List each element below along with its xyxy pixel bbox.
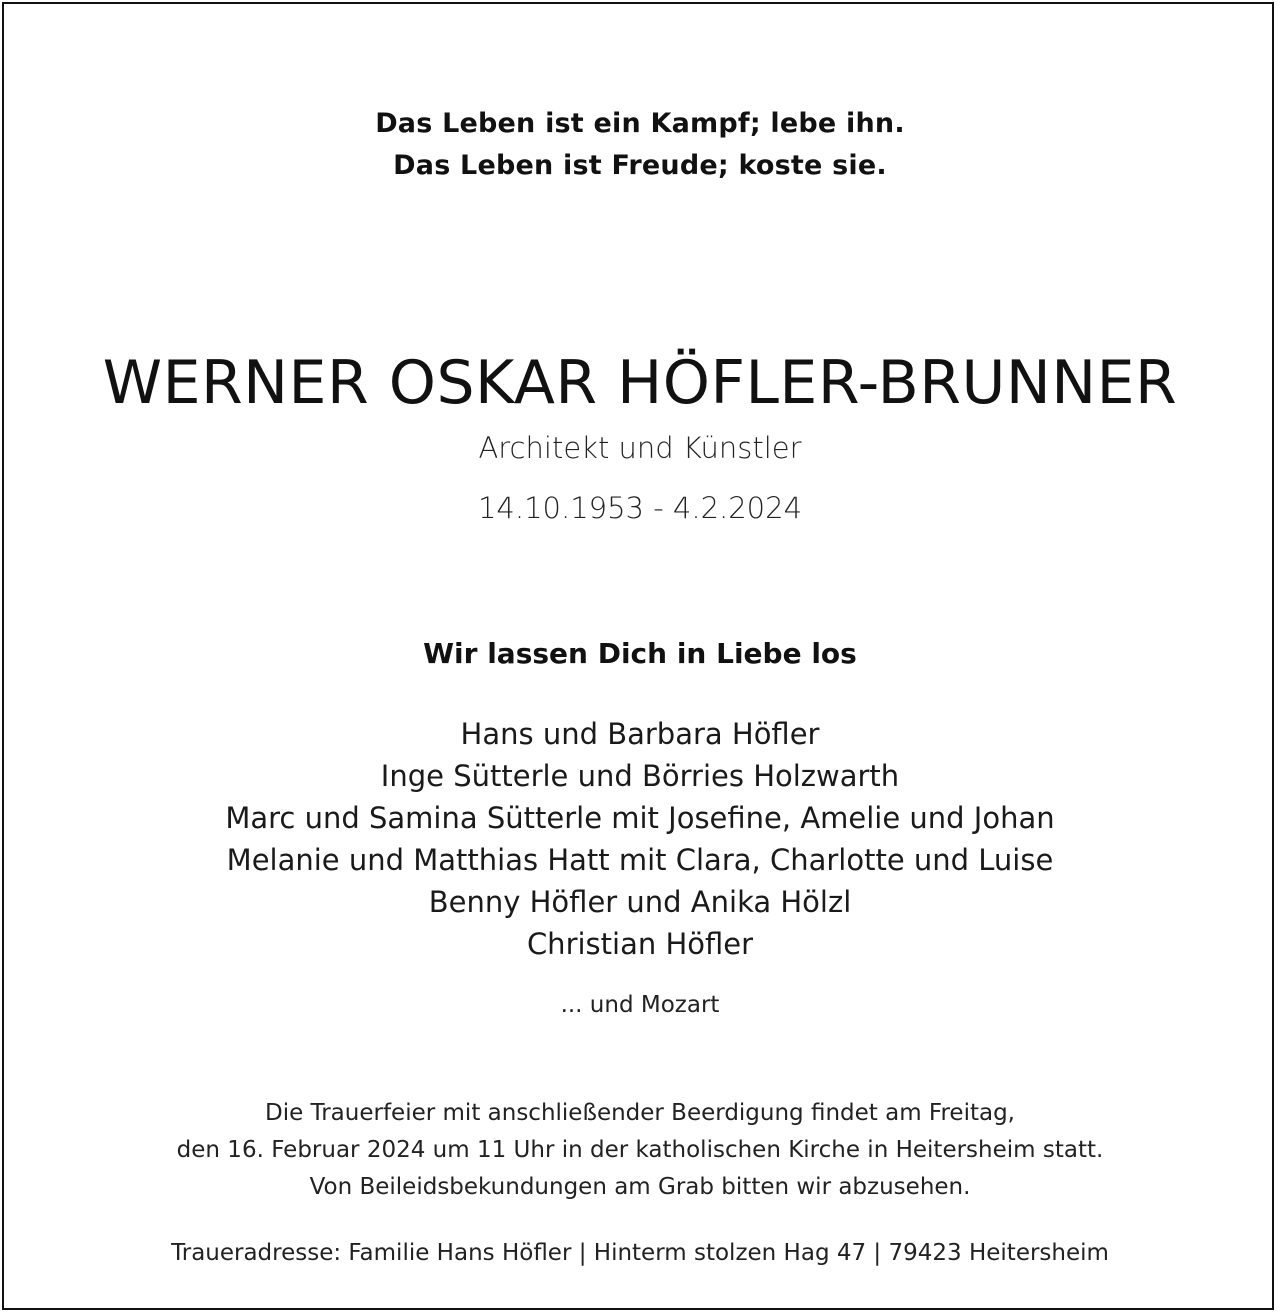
- ceremony-line-1: Die Trauerfeier mit anschließender Beerdigung findet am Freitag,: [265, 1100, 1015, 1126]
- farewell-postscript: ... und Mozart: [560, 992, 720, 1018]
- quote-line-2: Das Leben ist Freude; koste sie.: [393, 150, 887, 181]
- mourner-line: Melanie und Matthias Hatt mit Clara, Charlotte und Luise: [226, 843, 1054, 877]
- mourner-line: Inge Sütterle und Börries Holzwarth: [380, 759, 900, 793]
- deceased-name: WERNER OSKAR HÖFLER-BRUNNER: [102, 348, 1178, 418]
- mourner-line: Christian Höfler: [526, 927, 754, 961]
- mourner-line: Marc und Samina Sütterle mit Josefine, Amelie und Johan: [225, 801, 1055, 835]
- mourner-line: Benny Höfler und Anika Hölzl: [428, 885, 852, 919]
- mourner-line: Hans und Barbara Höfler: [460, 717, 820, 751]
- condolence-address: Traueradresse: Familie Hans Höfler | Hinterm stolzen Hag 47 | 79423 Heitersheim: [171, 1240, 1109, 1266]
- deceased-dates: 14.10.1953 - 4.2.2024: [477, 491, 803, 525]
- quote-line-1: Das Leben ist ein Kampf; lebe ihn.: [375, 108, 905, 139]
- ceremony-line-2: den 16. Februar 2024 um 11 Uhr in der katholischen Kirche in Heitersheim statt.: [176, 1137, 1104, 1163]
- farewell-heading: Wir lassen Dich in Liebe los: [423, 637, 857, 670]
- deceased-profession: Architekt und Künstler: [478, 431, 802, 465]
- ceremony-line-3: Von Beileidsbekundungen am Grab bitten wir abzusehen.: [309, 1174, 971, 1200]
